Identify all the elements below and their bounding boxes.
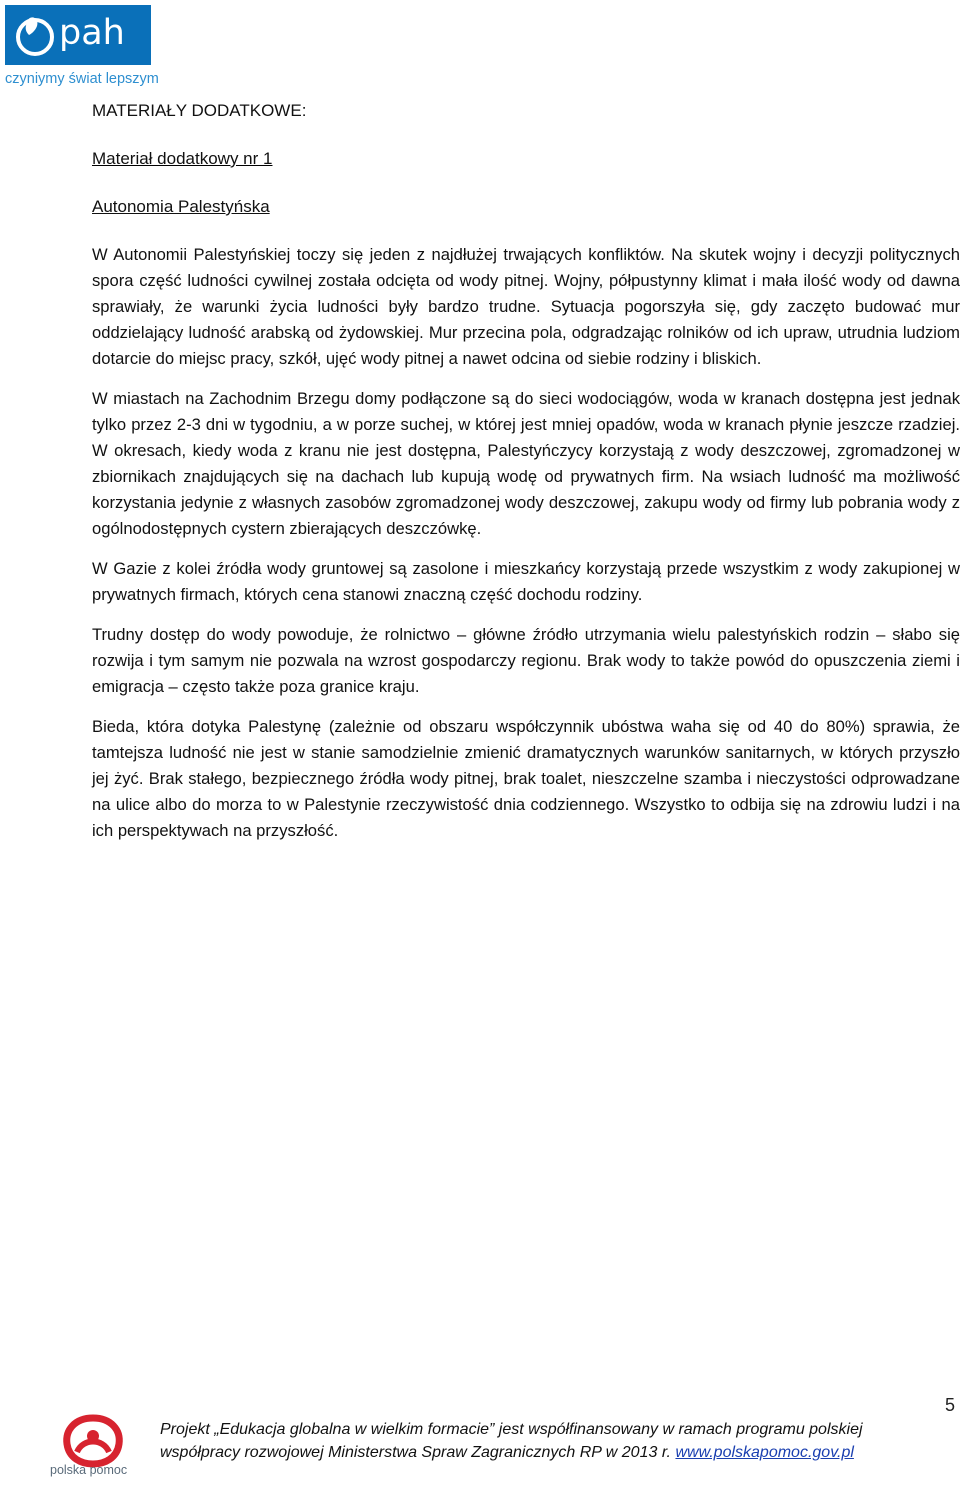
subtitle-text: Materiał dodatkowy nr 1 [92, 149, 273, 168]
footer-line-1: Projekt „Edukacja globalna w wielkim formacie” jest współfinansowany w ramach programu polskiej [160, 1421, 863, 1438]
paragraph-4: Trudny dostęp do wody powoduje, że rolnictwo – główne źródło utrzymania wielu palestyńskich rodzin – słabo się rozwija i tym samym nie pozwala na wzrost gospodarczy regionu. Brak wody to także powód do opuszczenia ziemi i emigracja – często także poza granice kraju. [92, 625, 960, 696]
footer-note [160, 1418, 950, 1464]
paragraph-1: W Autonomii Palestyńskiej toczy się jeden z najdłużej trwających konfliktów. Na skutek wojny i decyzji politycznych spora część ludności cywilnej została odcięta od wody pitnej. Wojny, półpustynny klimat i mała ilość wody od dawna sprawiały, że warunki życia ludności były bardzo trudne. Sytuacja pogorszyła się, gdy zaczęto budować mur oddzielający ludność arabską od żydowskiej. Mur przecina pola, odgradzając rolników od ich upraw, utrudnia ludziom dotarcie do miejsc pracy, szkół, ujęć wody pitnej a nawet odcina od siebie rodziny i bliskich. [92, 245, 960, 368]
pah-drop-icon [13, 13, 57, 57]
document-title: MATERIAŁY DODATKOWE: [92, 101, 307, 120]
document-subtitle [92, 146, 960, 172]
section-link[interactable]: Autonomia Palestyńska [92, 197, 270, 216]
paragraph-2: W miastach na Zachodnim Brzegu domy podłączone są do sieci wodociągów, woda w kranach dostępna jest jednak tylko przez 2-3 dni w tygodniu, a w porze suchej, w której jest mniej opadów, woda w kranach płynie jeszcze rzadziej. W okresach, kiedy woda z kranu nie jest dostępna, Palestyńczycy korzystają z wody deszczowej, zgromadzonej w zbiornikach znajdujących się na dachach lub kupują wodę od prywatnych firm. Na wsiach ludność ma możliwość korzystania jedynie z własnych zasobów zgromadzonej wody deszczowej, zakupu wody od firmy lub pobrania wody z ogólnodostępnych cystern zbierających deszczówkę. [92, 389, 960, 538]
pah-logo [5, 5, 151, 65]
page-number: 5 [945, 1395, 956, 1415]
polskapomoc-link[interactable]: www.polskapomoc.gov.pl [675, 1444, 854, 1461]
logo-tagline: czyniymy świat lepszym [5, 71, 159, 87]
document-body [92, 98, 960, 858]
logo-wordmark: pah [59, 13, 125, 53]
footer-line-2-text: współpracy rozwojowej Ministerstwa Spraw Zagranicznych RP w 2013 r. [160, 1444, 671, 1461]
paragraph-5: Bieda, która dotyka Palestynę (zależnie od obszaru współczynnik ubóstwa waha się od 40 do 80%) sprawia, że tamtejsza ludność nie jest w stanie samodzielnie zmienić dramatycznych warunków sanitarnych, w których przyszło jej żyć. Brak stałego, bezpiecznego źródła wody pitnej, brak toalet, nieszczelne szamba i nieczystości odprowadzane na ulice albo do morza to w Palestynie rzeczywistość dnia codziennego. Wszystko to odbija się na zdrowiu ludzi i na ich perspektywach na przyszłość. [92, 717, 960, 840]
polska-pomoc-label: polska pomoc [50, 1463, 128, 1477]
footer-line-2 [160, 1441, 950, 1464]
paragraph-3: W Gazie z kolei źródła wody gruntowej są zasolone i mieszkańcy korzystają przede wszystkim z wody zakupionej w prywatnych firmach, których cena stanowi znaczną część dochodu rodziny. [92, 559, 960, 604]
